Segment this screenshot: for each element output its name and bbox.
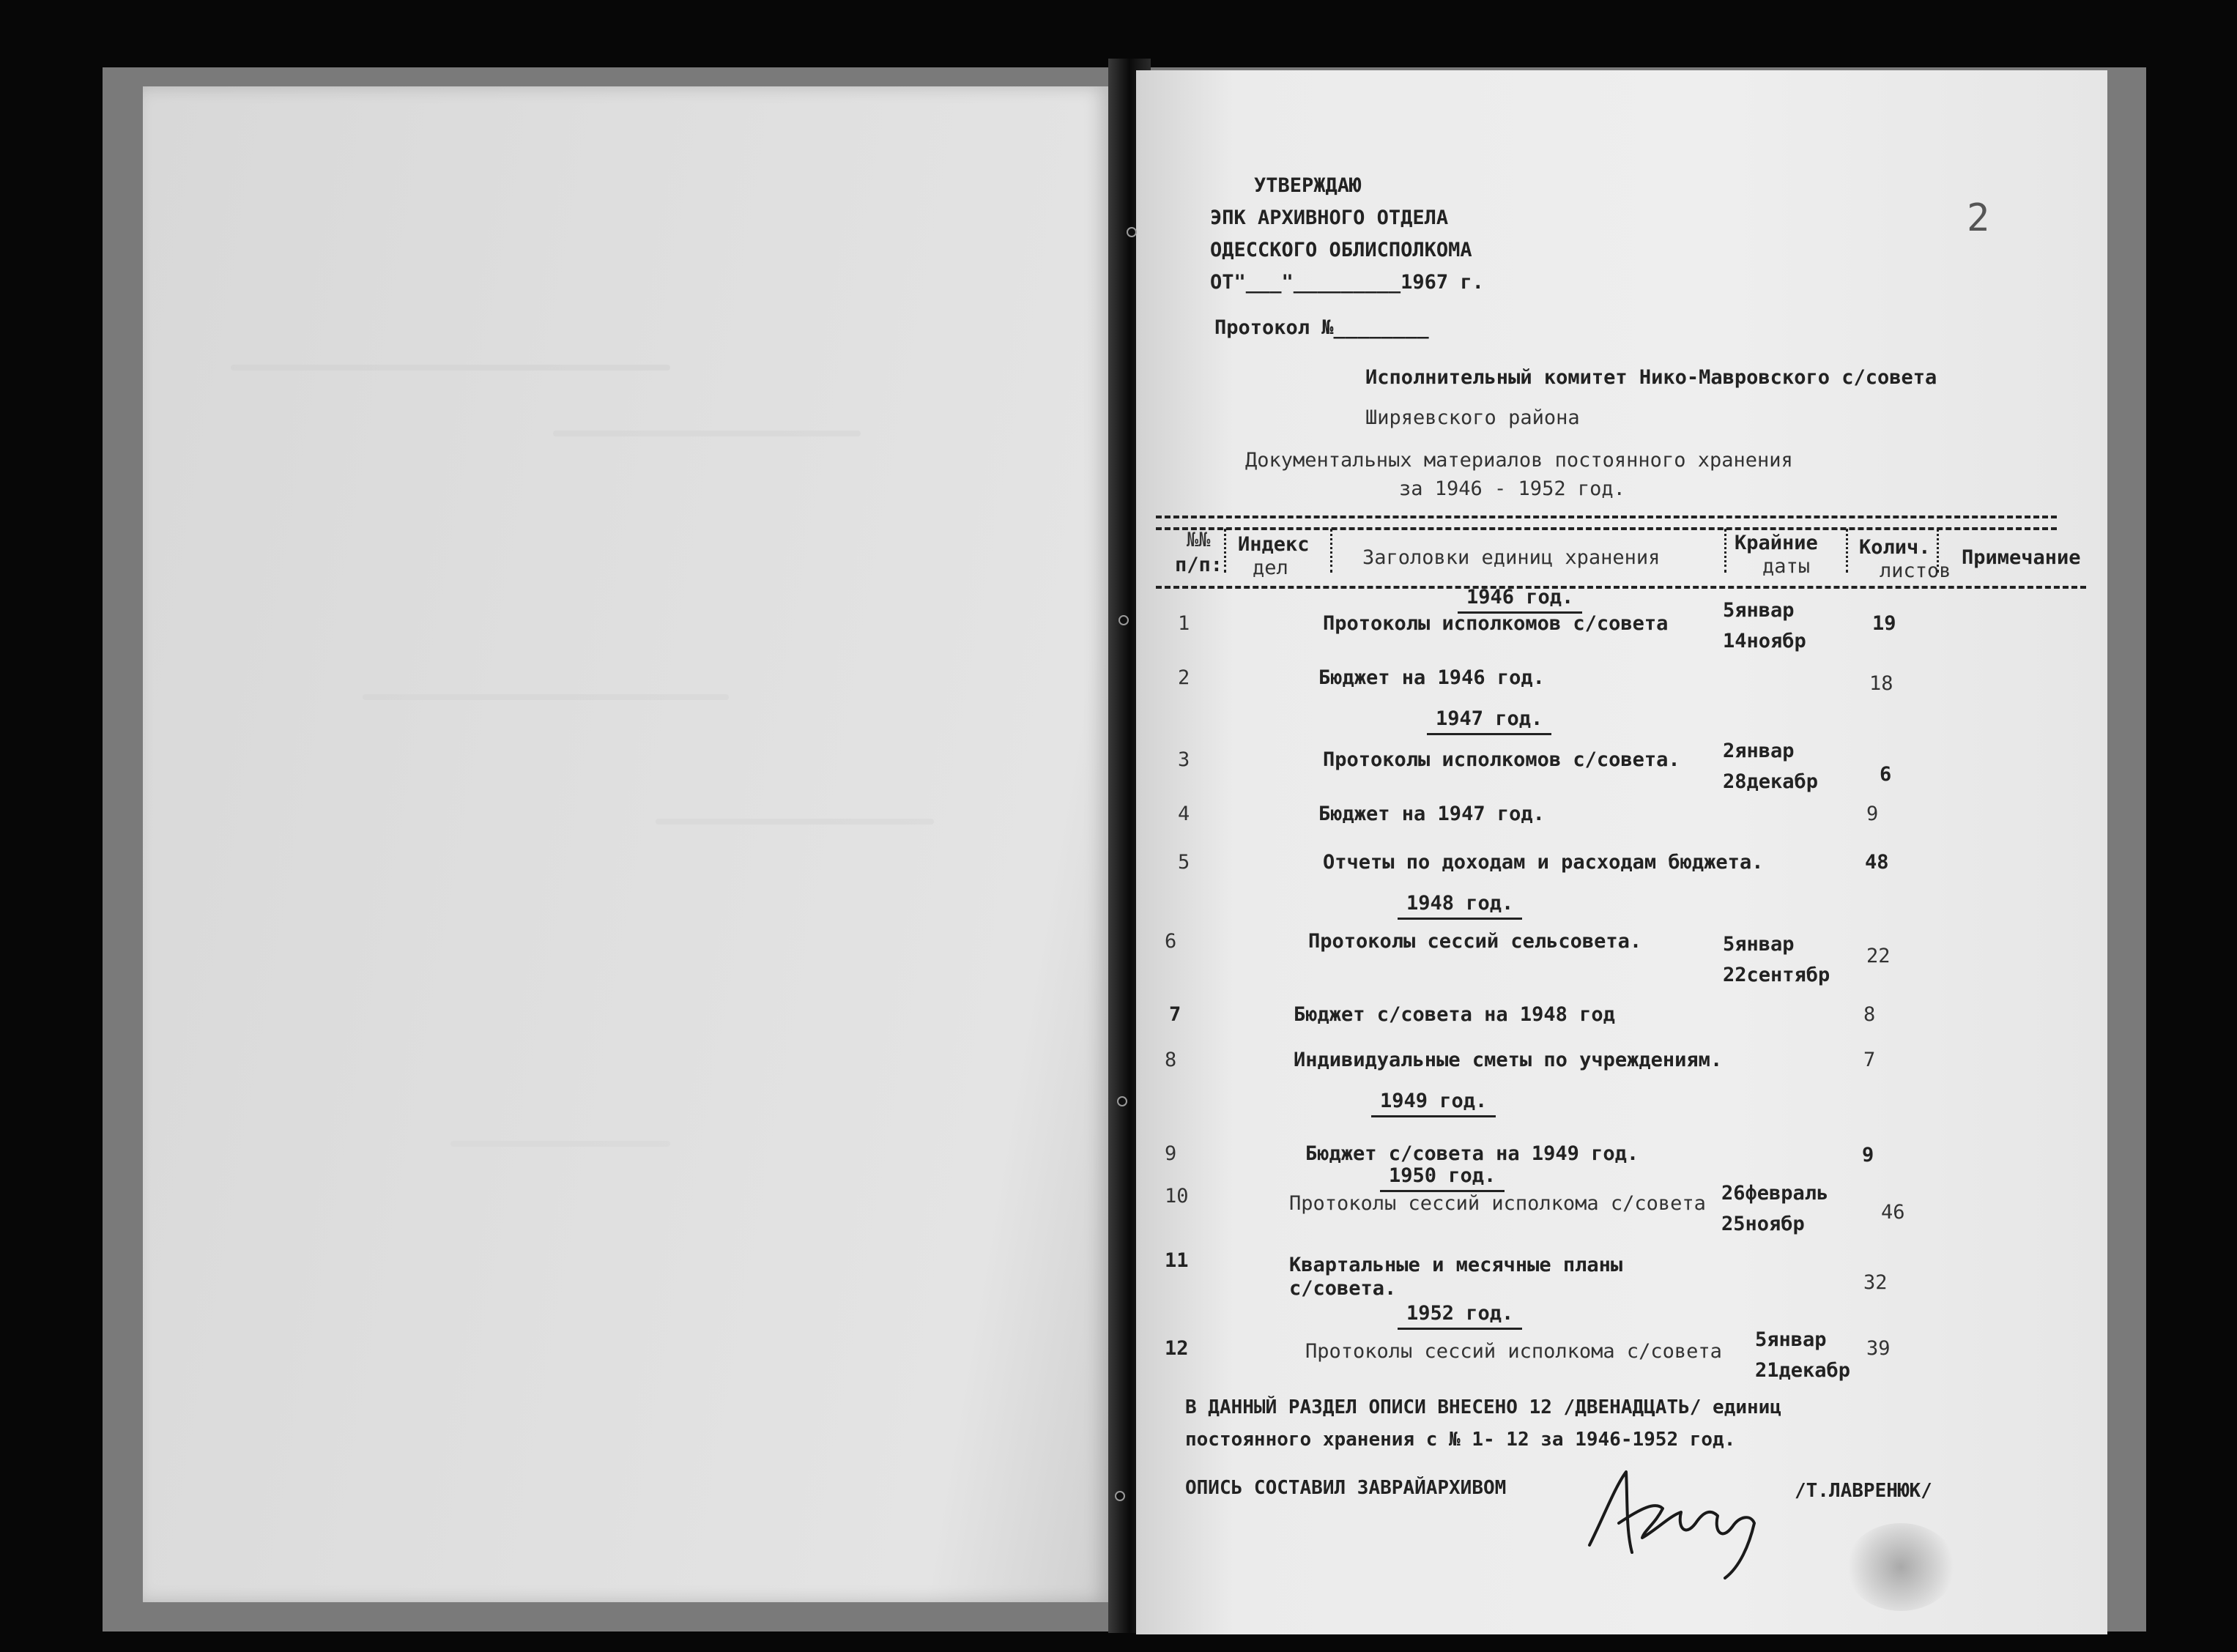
row-3-date-to: 28декабр bbox=[1723, 770, 1819, 793]
year-heading-1948: 1948 год. bbox=[1398, 892, 1522, 920]
column-separator bbox=[1846, 529, 1848, 573]
row-4-sheets: 9 bbox=[1866, 803, 1879, 825]
approval-line-4: ОТ"___"_________1967 г. bbox=[1210, 271, 1484, 294]
compiler-name: /Т.ЛАВРЕНЮК/ bbox=[1795, 1480, 1932, 1502]
col-sheets-a: Колич. bbox=[1859, 536, 1931, 559]
binding-stitch bbox=[1127, 227, 1137, 237]
approval-line-3: ОДЕССКОГО ОБЛИСПОЛКОМА bbox=[1210, 239, 1472, 261]
year-heading-1949: 1949 год. bbox=[1371, 1090, 1496, 1117]
document-period: за 1946 - 1952 год. bbox=[1399, 477, 1625, 500]
row-6-num: 6 bbox=[1165, 930, 1177, 953]
binding-stitch bbox=[1118, 615, 1129, 625]
row-5-sheets: 48 bbox=[1865, 851, 1889, 874]
row-2-title: Бюджет на 1946 год. bbox=[1318, 666, 1545, 689]
row-8-sheets: 7 bbox=[1863, 1049, 1876, 1071]
column-separator bbox=[1724, 529, 1726, 573]
row-1-title: Протоколы исполкомов с/совета bbox=[1323, 612, 1669, 635]
row-6-title: Протоколы сессий сельсовета. bbox=[1308, 930, 1642, 953]
column-separator bbox=[1224, 529, 1226, 573]
protocol-number: Протокол №________ bbox=[1214, 316, 1429, 339]
show-through-mark bbox=[553, 431, 861, 436]
approval-line-2: ЭПК АРХИВНОГО ОТДЕЛА bbox=[1210, 206, 1449, 229]
row-11-title-line-2: с/совета. bbox=[1289, 1277, 1397, 1300]
summary-line-1: В ДАННЫЙ РАЗДЕЛ ОПИСИ ВНЕСЕНО 12 /ДВЕНАДЦАТЬ/ единиц bbox=[1185, 1396, 1781, 1418]
committee-name: Исполнительный комитет Нико-Мавровского с/совета bbox=[1365, 366, 1937, 389]
col-heading: Заголовки единиц хранения bbox=[1362, 546, 1661, 569]
row-9-title: Бюджет с/совета на 1949 год. bbox=[1305, 1142, 1639, 1165]
page-number-mark: 2 bbox=[1967, 196, 1990, 240]
left-page-blank bbox=[143, 86, 1108, 1602]
show-through-mark bbox=[656, 819, 934, 825]
col-index-a: Индекс bbox=[1238, 533, 1310, 556]
row-7-num: 7 bbox=[1169, 1003, 1181, 1026]
col-dates-b: даты bbox=[1762, 555, 1811, 578]
row-5-num: 5 bbox=[1178, 851, 1190, 874]
row-12-date-from: 5январ bbox=[1755, 1328, 1827, 1351]
row-4-num: 4 bbox=[1178, 803, 1190, 825]
row-3-sheets: 6 bbox=[1880, 763, 1892, 786]
row-11-num: 11 bbox=[1165, 1249, 1189, 1272]
row-6-date-to: 22сентябр bbox=[1723, 964, 1830, 986]
row-6-date-from: 5январ bbox=[1723, 933, 1795, 956]
row-10-date-to: 25ноябр bbox=[1721, 1213, 1805, 1235]
row-5-title: Отчеты по доходам и расходам бюджета. bbox=[1323, 851, 1764, 874]
row-12-title: Протоколы сессий исполкома с/совета bbox=[1305, 1340, 1722, 1363]
year-heading-1947: 1947 год. bbox=[1427, 707, 1551, 735]
handwritten-signature bbox=[1575, 1457, 1773, 1582]
row-7-sheets: 8 bbox=[1863, 1003, 1876, 1026]
col-index-b: дел bbox=[1253, 557, 1288, 579]
row-10-date-from: 26февраль bbox=[1721, 1182, 1829, 1205]
row-2-sheets: 18 bbox=[1869, 672, 1893, 695]
row-9-num: 9 bbox=[1165, 1142, 1177, 1165]
row-10-title: Протоколы сессий исполкома с/совета bbox=[1289, 1192, 1706, 1215]
row-3-title: Протоколы исполкомов с/совета. bbox=[1323, 748, 1680, 771]
row-12-num: 12 bbox=[1165, 1337, 1189, 1360]
row-12-sheets: 39 bbox=[1866, 1337, 1891, 1360]
approval-line-1: УТВЕРЖДАЮ bbox=[1254, 174, 1362, 197]
row-8-num: 8 bbox=[1165, 1049, 1177, 1071]
row-12-date-to: 21декабр bbox=[1755, 1359, 1851, 1382]
col-num-b: п/п: bbox=[1175, 554, 1223, 576]
row-7-title: Бюджет с/совета на 1948 год bbox=[1294, 1003, 1615, 1026]
row-11-sheets: 32 bbox=[1863, 1271, 1888, 1294]
year-heading-1952: 1952 год. bbox=[1398, 1302, 1522, 1330]
col-sheets-b: листов bbox=[1880, 559, 1951, 582]
row-3-num: 3 bbox=[1178, 748, 1190, 771]
compiler-label: ОПИСЬ СОСТАВИЛ ЗАВРАЙАРХИВОМ bbox=[1185, 1477, 1507, 1499]
show-through-mark bbox=[450, 1141, 670, 1147]
row-1-sheets: 19 bbox=[1872, 612, 1896, 635]
show-through-mark bbox=[363, 694, 729, 700]
ink-smudge bbox=[1846, 1523, 1956, 1611]
summary-line-2: постоянного хранения с № 1- 12 за 1946-1952 год. bbox=[1185, 1429, 1736, 1451]
header-divider bbox=[1156, 586, 2086, 589]
row-10-sheets: 46 bbox=[1881, 1201, 1905, 1224]
show-through-mark bbox=[231, 365, 670, 371]
row-2-num: 2 bbox=[1178, 666, 1190, 689]
row-1-date-to: 14ноябр bbox=[1723, 630, 1806, 652]
column-separator bbox=[1937, 529, 1939, 573]
column-separator bbox=[1330, 529, 1332, 573]
binding-stitch bbox=[1115, 1491, 1125, 1501]
col-dates-a: Крайние bbox=[1735, 532, 1818, 554]
document-title: Документальных материалов постоянного хранения bbox=[1245, 449, 1793, 472]
row-4-title: Бюджет на 1947 год. bbox=[1318, 803, 1545, 825]
row-3-date-from: 2январ bbox=[1723, 740, 1795, 762]
col-num-a: №№ bbox=[1187, 529, 1211, 551]
header-divider bbox=[1156, 527, 2057, 530]
row-1-date-from: 5январ bbox=[1723, 599, 1795, 622]
row-8-title: Индивидуальные сметы по учреждениям. bbox=[1294, 1049, 1723, 1071]
row-1-num: 1 bbox=[1178, 612, 1190, 635]
col-notes: Примечание bbox=[1962, 546, 2081, 569]
year-heading-1946: 1946 год. bbox=[1458, 586, 1582, 614]
row-9-sheets: 9 bbox=[1862, 1144, 1874, 1167]
binding-stitch bbox=[1117, 1096, 1127, 1106]
row-10-num: 10 bbox=[1165, 1185, 1189, 1208]
district-name: Ширяевского района bbox=[1365, 406, 1580, 429]
header-divider bbox=[1156, 516, 2057, 518]
year-heading-1950: 1950 год. bbox=[1380, 1164, 1505, 1192]
row-11-title: Квартальные и месячные планы bbox=[1289, 1254, 1623, 1276]
row-6-sheets: 22 bbox=[1866, 945, 1891, 967]
